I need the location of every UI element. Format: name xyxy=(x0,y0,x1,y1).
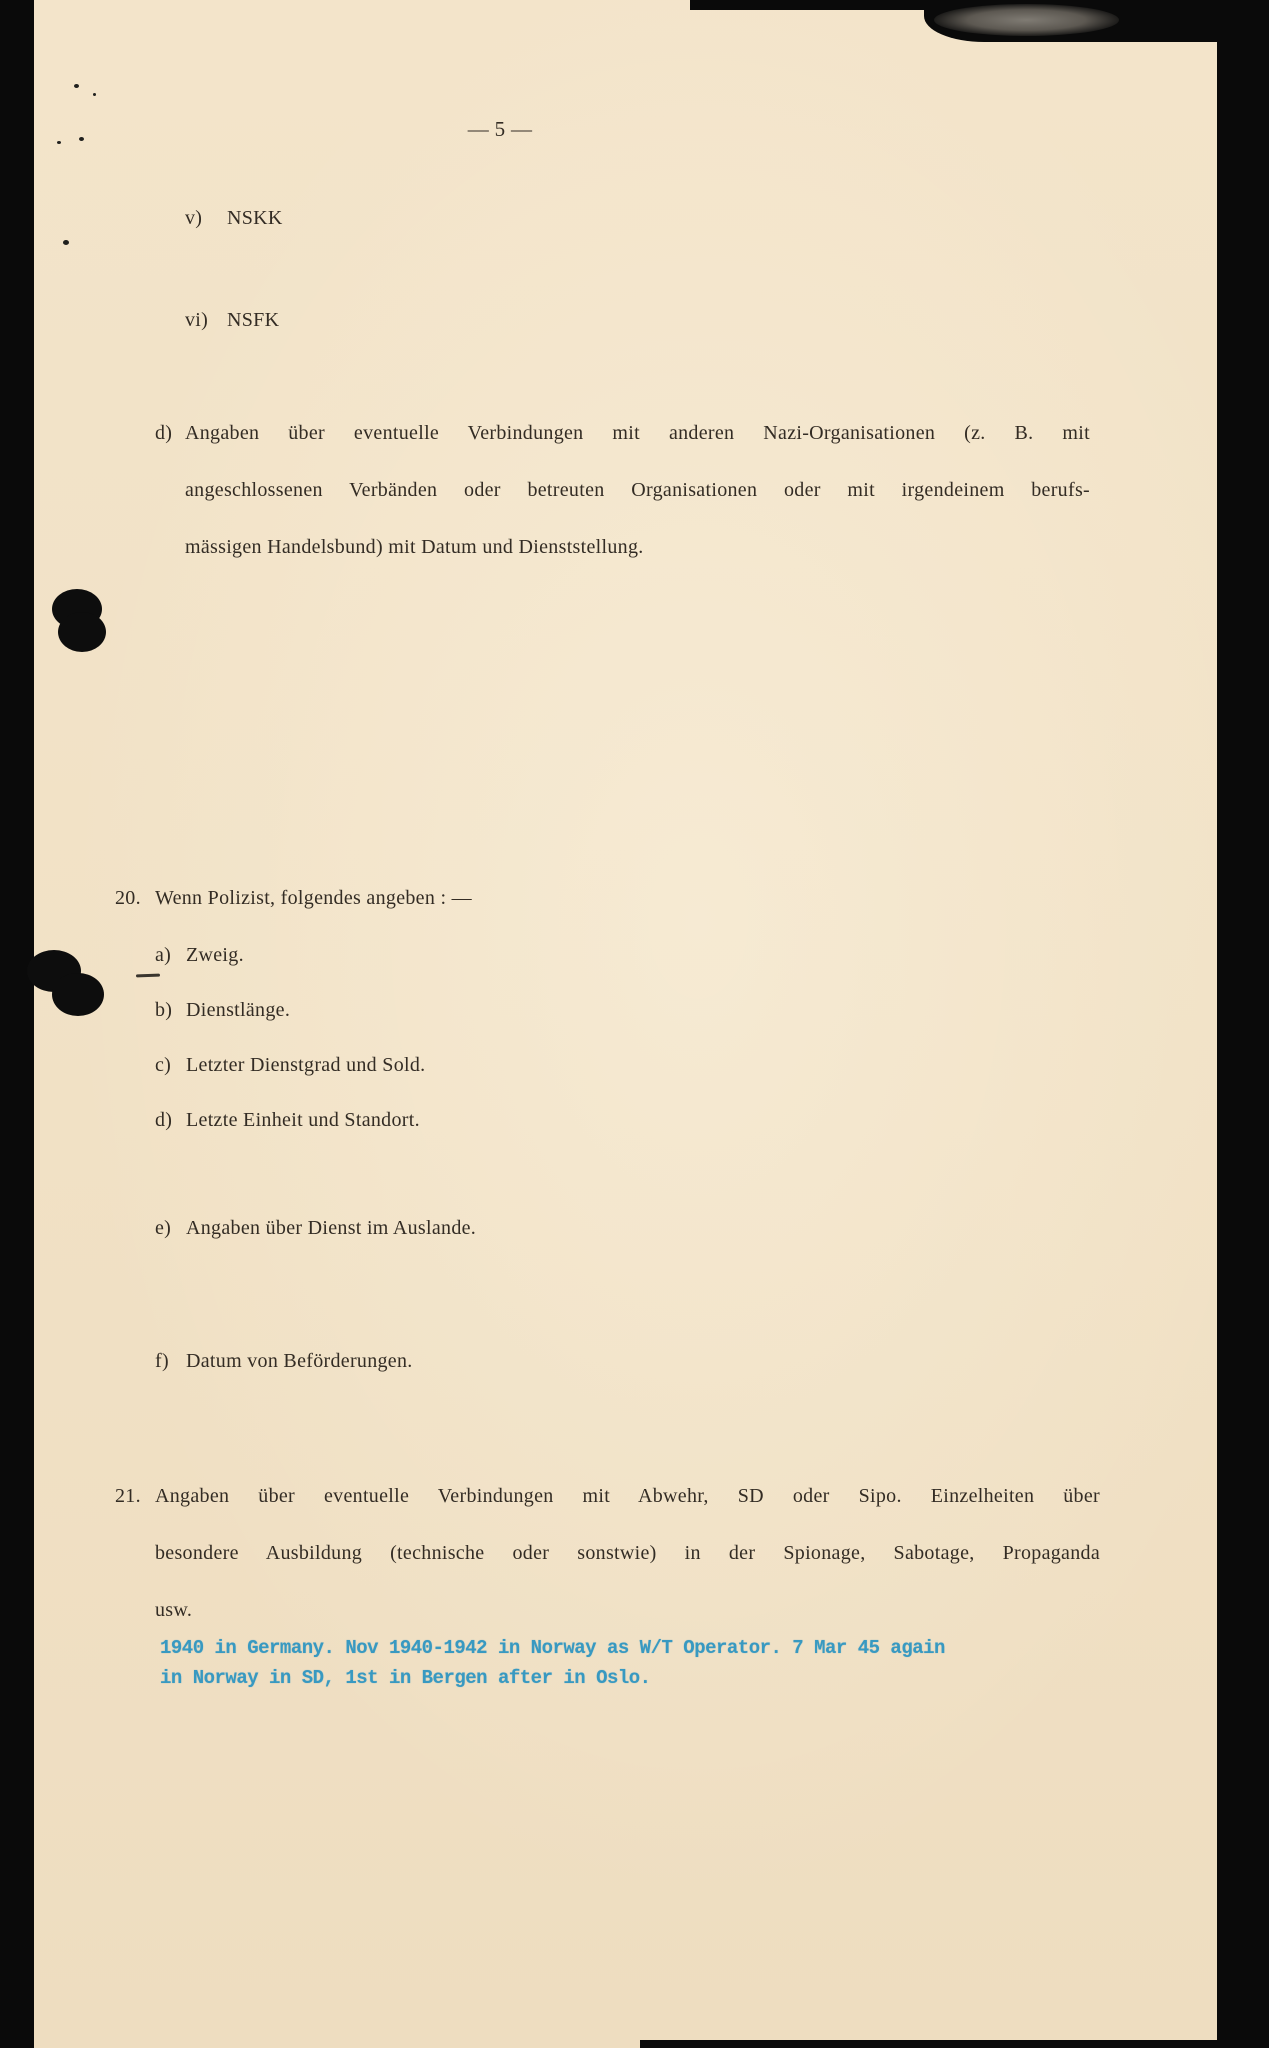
scan-artifact-dot xyxy=(74,84,79,88)
scan-artifact-dot xyxy=(63,240,69,245)
sub-item-b-text: Dienstlänge. xyxy=(186,999,291,1021)
sub-item-b-marker: b) xyxy=(155,999,173,1021)
list-item-vi-marker: vi) xyxy=(185,309,209,331)
sub-item-e-text: Angaben über Dienst im Auslande. xyxy=(186,1217,477,1239)
item-d-paragraph xyxy=(155,405,1095,576)
page-number: — 5 — xyxy=(467,117,533,141)
question-21-line: besondere Ausbildung (technische oder sonstwie) in der Spionage, Sabotage, Propaganda xyxy=(155,1542,1100,1564)
scan-corner-texture xyxy=(934,4,1119,36)
scan-edge-right xyxy=(1217,0,1269,2048)
list-item-vi-text: NSFK xyxy=(227,309,280,331)
item-d-line: Angaben über eventuelle Verbindungen mit anderen Nazi-Organisationen (z. B. mit xyxy=(185,422,1090,444)
sub-item-b xyxy=(155,997,290,1023)
sub-item-a-marker: a) xyxy=(155,944,172,966)
typed-answer xyxy=(160,1633,945,1693)
scan-artifact-dot xyxy=(79,137,84,141)
sub-item-c-text: Letzter Dienstgrad und Sold. xyxy=(186,1054,426,1076)
question-21-line: Angaben über eventuelle Verbindungen mit Abwehr, SD oder Sipo. Einzelheiten über xyxy=(155,1485,1100,1507)
list-item-v-marker: v) xyxy=(185,207,203,229)
sub-item-d-text: Letzte Einheit und Standort. xyxy=(186,1109,420,1131)
punch-hole xyxy=(52,973,104,1016)
sub-item-d xyxy=(155,1107,420,1133)
sub-item-a-text: Zweig. xyxy=(186,944,244,966)
question-21-paragraph xyxy=(115,1468,1110,1639)
question-21-line: usw. xyxy=(155,1599,193,1621)
sub-item-f-text: Datum von Beförderungen. xyxy=(186,1350,413,1372)
sub-item-e xyxy=(155,1215,476,1241)
scan-edge-left xyxy=(0,0,34,2048)
typed-answer-line: 1940 in Germany. Nov 1940-1942 in Norway as W/T Operator. 7 Mar 45 again xyxy=(160,1637,945,1659)
sub-item-f xyxy=(155,1348,413,1374)
sub-item-c-marker: c) xyxy=(155,1054,172,1076)
question-20-text: Wenn Polizist, folgendes angeben : — xyxy=(155,887,472,909)
question-20-number: 20. xyxy=(115,887,141,909)
item-d-marker: d) xyxy=(155,422,173,444)
sub-item-d-marker: d) xyxy=(155,1109,173,1131)
question-20-heading xyxy=(115,885,472,911)
list-item-v xyxy=(185,205,283,231)
sub-item-f-marker: f) xyxy=(155,1350,169,1372)
sub-item-e-marker: e) xyxy=(155,1217,172,1239)
list-item-vi xyxy=(185,307,279,333)
item-d-line: mässigen Handelsbund) mit Datum und Dienststellung. xyxy=(185,536,644,558)
punch-hole xyxy=(58,612,106,652)
scan-artifact-dash xyxy=(136,974,160,978)
scan-corner-top-right xyxy=(924,0,1269,42)
item-d-line: angeschlossenen Verbänden oder betreuten Organisationen oder mit irgendeinem berufs- xyxy=(185,479,1090,501)
typed-answer-line: in Norway in SD, 1st in Bergen after in Oslo. xyxy=(160,1667,651,1689)
list-item-v-text: NSKK xyxy=(227,207,283,229)
scan-artifact-dot xyxy=(57,141,61,144)
scan-edge-bottom xyxy=(640,2040,1269,2048)
sub-item-c xyxy=(155,1052,425,1078)
scan-artifact-dot xyxy=(93,93,96,96)
question-21-number: 21. xyxy=(115,1485,141,1507)
sub-item-a xyxy=(155,942,244,968)
